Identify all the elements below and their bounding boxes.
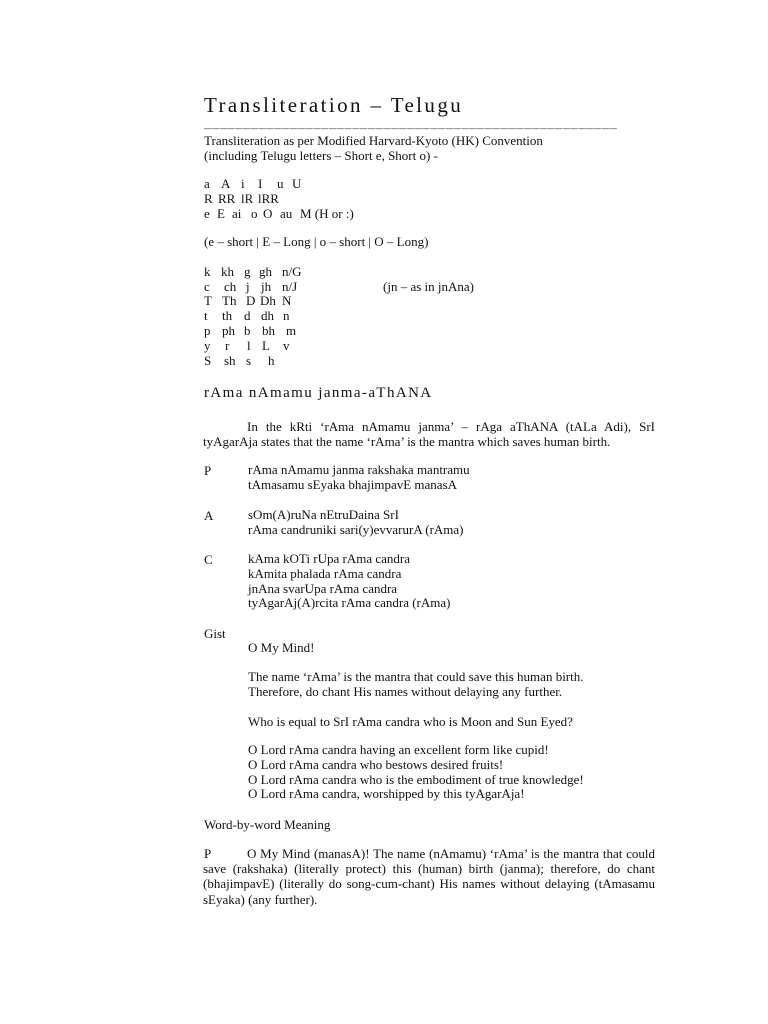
- consonant: h: [268, 353, 275, 368]
- wbw-label-p: P: [204, 846, 212, 861]
- consonant: b: [244, 323, 251, 338]
- consonant: Dh: [260, 293, 276, 308]
- consonant: t: [204, 308, 208, 323]
- consonant: y: [204, 338, 211, 353]
- gist-line: O Lord rAma candra, worshipped by this tyAgarAja!: [248, 786, 525, 802]
- gist-line: O Lord rAma candra who bestows desired fruits!: [248, 756, 504, 772]
- verse-line: jnAna svarUpa rAma candra: [248, 580, 398, 596]
- section-label-p: P: [204, 463, 212, 478]
- gist-line: The name ‘rAma’ is the mantra that could save this human birth.: [248, 669, 584, 684]
- charanam-lines: [248, 552, 450, 611]
- anupallavi-lines: [248, 508, 464, 538]
- vowel: lR: [241, 191, 254, 206]
- page-title: Transliteration – Telugu: [204, 93, 464, 117]
- consonant: dh: [261, 308, 274, 323]
- song-title: rAma nAmamu janma-aThANA: [204, 385, 433, 401]
- consonant: k: [204, 264, 211, 279]
- gist-label: Gist: [204, 626, 226, 641]
- vowel: RR: [218, 191, 236, 206]
- consonant: n/G: [282, 264, 302, 279]
- vowel: a: [204, 176, 210, 191]
- vowel: i: [241, 176, 245, 191]
- title-underline: _____________________________________________________: [204, 118, 618, 132]
- consonant: N: [282, 293, 292, 308]
- consonant: kh: [221, 264, 234, 279]
- consonant: p: [204, 323, 211, 338]
- jn-note: (jn – as in jnAna): [383, 279, 474, 294]
- consonant: L: [262, 338, 270, 353]
- vowel: e: [204, 206, 210, 221]
- consonant: c: [204, 279, 210, 294]
- consonant: r: [225, 338, 230, 353]
- gist-para-2: Who is equal to SrI rAma candra who is Moon and Sun Eyed?: [248, 714, 573, 729]
- pallavi-lines: [248, 463, 470, 493]
- consonant: Th: [222, 293, 237, 308]
- verse-line: kAma kOTi rUpa rAma candra: [248, 551, 410, 566]
- consonant: jh: [261, 279, 272, 294]
- intro-line-1: Transliteration as per Modified Harvard-Kyoto (HK) Convention: [204, 133, 543, 148]
- consonant: th: [222, 308, 233, 323]
- consonant: bh: [262, 323, 275, 338]
- section-label-c: C: [204, 552, 213, 567]
- gist-para-3: [248, 743, 584, 802]
- verse-line: kAmita phalada rAma candra: [248, 565, 402, 581]
- vowel: A: [221, 176, 231, 191]
- vowel: U: [292, 176, 302, 191]
- vowel: I: [258, 176, 263, 191]
- verse-line: rAma nAmamu janma rakshaka mantramu: [248, 462, 470, 477]
- verse-line: tyAgarAj(A)rcita rAma candra (rAma): [248, 595, 451, 611]
- vowel: E: [217, 206, 225, 221]
- verse-line: tAmasamu sEyaka bhajimpavE manasA: [248, 476, 458, 492]
- vowel: M (H or :): [300, 206, 354, 221]
- intro-paragraph: [203, 419, 655, 449]
- vowel: o: [251, 206, 258, 221]
- length-note: (e – short | E – Long | o – short | O – Long): [204, 234, 429, 249]
- gist-line: Therefore, do chant His names without delaying any further.: [248, 683, 563, 699]
- consonant: g: [244, 264, 251, 279]
- consonant: n: [283, 308, 290, 323]
- consonant: T: [204, 293, 212, 308]
- verse-line: sOm(A)ruNa nEtruDaina SrI: [248, 507, 399, 522]
- intro-paragraph-text: In the kRti ‘rAma nAmamu janma’ – rAga aThANA (tALa Adi), SrI tyAgarAja states that the name ‘rAma’ is the mantra which saves human birth.: [203, 419, 655, 450]
- wbw-paragraph-text: O My Mind (manasA)! The name (nAmamu) ‘rAma’ is the mantra that could save (rakshaka) (literally protect) this (human) birth (janma); therefore, do chant (bhajimpavE) (literally do song-cum-chant) His names without delaying (tAmasamu sEyaka) (any further).: [203, 846, 655, 907]
- vowel: ai: [232, 206, 242, 221]
- consonant: sh: [224, 353, 236, 368]
- section-label-a: A: [204, 508, 214, 523]
- vowel: u: [277, 176, 284, 191]
- vowel: au: [280, 206, 293, 221]
- consonant: n/J: [282, 279, 298, 294]
- consonant: j: [246, 279, 250, 294]
- consonant: D: [246, 293, 256, 308]
- gist-line: O Lord rAma candra who is the embodiment of true knowledge!: [248, 771, 584, 787]
- consonant: gh: [259, 264, 272, 279]
- consonant: m: [286, 323, 297, 338]
- vowel: R: [204, 191, 213, 206]
- verse-line: rAma candruniki sari(y)evvarurA (rAma): [248, 521, 464, 537]
- consonant: S: [204, 353, 212, 368]
- consonant: ph: [222, 323, 235, 338]
- wbw-heading: Word-by-word Meaning: [204, 817, 331, 832]
- gist-address: O My Mind!: [248, 640, 315, 655]
- consonant: d: [244, 308, 251, 323]
- vowel: O: [263, 206, 273, 221]
- gist-para-1: [248, 670, 584, 700]
- gist-line: O Lord rAma candra having an excellent form like cupid!: [248, 742, 549, 757]
- consonant: v: [283, 338, 290, 353]
- consonant: ch: [224, 279, 237, 294]
- consonant: l: [247, 338, 251, 353]
- consonant: s: [246, 353, 252, 368]
- wbw-paragraph: [203, 846, 655, 907]
- intro-line-2: (including Telugu letters – Short e, Short o) -: [204, 148, 438, 163]
- vowel: lRR: [258, 191, 279, 206]
